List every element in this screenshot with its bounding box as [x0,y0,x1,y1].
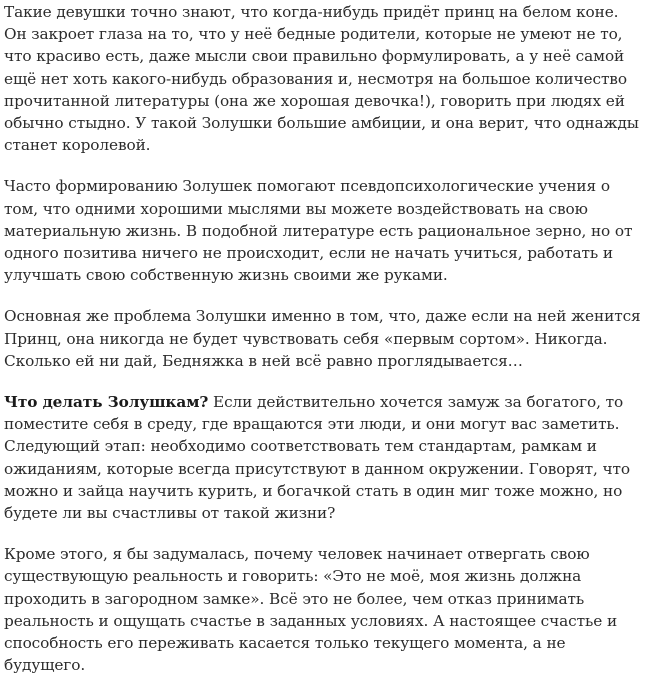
paragraph-text: Такие девушки точно знают, что когда-нибудь придёт принц на белом коне. Он закроет глаза на то, что у неё бедные родители, которые не умеют не то, что красиво есть, даже мысли свои правильно формулировать, а у неё самой ещё нет хоть какого-нибудь образования и, несмотря на большое количество прочитанной литературы (она же хорошая девочка!), говорить при людях ей обычно стыдно. У такой Золушки большие амбиции, и она верит, что однажды станет королевой. [4,3,639,155]
paragraph-text: Если действительно хочется замуж за богатого, то поместите себя в среду, где вращаются эти люди, и они могут вас заметить. Следующий этап: необходимо соответствовать тем стандартам, рамкам и ожиданиям, которые всегда присутствуют в данном окружении. Говорят, что можно и зайца научить курить, и богачкой стать в один миг тоже можно, но будете ли вы счастливы от такой жизни? [4,393,630,523]
paragraph-text: Основная же проблема Золушки именно в том, что, даже если на ней женится Принц, она никогда не будет чувствовать себя «первым сортом». Никогда. Сколько ей ни дай, Бедняжка в ней всё равно проглядывается… [4,307,641,370]
paragraph-lead-heading: Что делать Золушкам? [4,393,209,412]
paragraph-1 [4,1,644,156]
paragraph-5 [4,543,644,676]
paragraph-3 [4,305,644,372]
paragraph-4 [4,391,644,524]
paragraph-text: Часто формированию Золушек помогают псевдопсихологические учения о том, что одними хорошими мыслями вы можете воздействовать на свою материальную жизнь. В подобной литературе есть рациональное зерно, но от одного позитива ничего не происходит, если не начать учиться, работать и улучшать свою собственную жизнь своими же руками. [4,177,633,285]
paragraph-text: Кроме этого, я бы задумалась, почему человек начинает отвергать свою существующую реальность и говорить: «Это не моё, моя жизнь должна проходить в загородном замке». Всё это не более, чем отказ принимать реальность и ощущать счастье в заданных условиях. А настоящее счастье и способность его переживать касается только текущего момента, а не будущего. [4,545,618,675]
paragraph-2 [4,175,644,286]
